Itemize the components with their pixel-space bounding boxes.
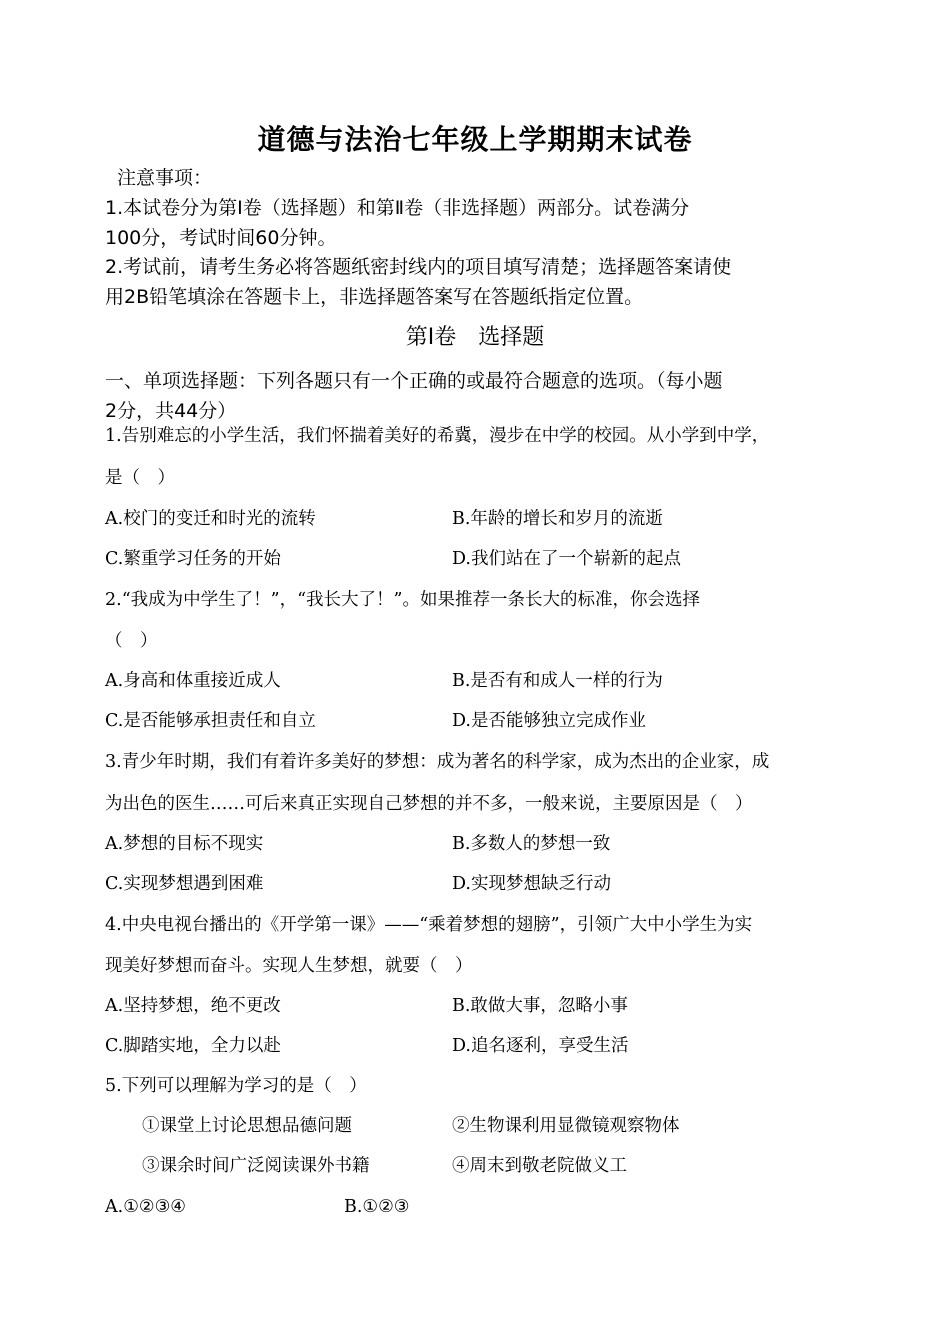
question-4-option-d: D.追名逐利，享受生活 xyxy=(452,1036,629,1056)
question-5-option-a: A.①②③④ xyxy=(105,1197,186,1217)
question-4-option-a: A.坚持梦想，绝不更改 xyxy=(105,996,281,1016)
notice-item-2-line-1: 2.考试前，请考生务必将答题纸密封线内的项目填写清楚；选择题答案请使 xyxy=(105,256,732,278)
part-instructions-line-2: 2分，共44分） xyxy=(105,400,237,422)
notice-item-1-line-1: 1.本试卷分为第Ⅰ卷（选择题）和第Ⅱ卷（非选择题）两部分。试卷满分 xyxy=(105,197,690,219)
question-3-option-a: A.梦想的目标不现实 xyxy=(105,834,264,854)
part-instructions-line-1: 一、单项选择题：下列各题只有一个正确的或最符合题意的选项。（每小题 xyxy=(105,370,723,392)
question-2-option-b: B.是否有和成人一样的行为 xyxy=(452,671,663,691)
question-1-option-d: D.我们站在了一个崭新的起点 xyxy=(452,549,681,569)
question-5-stem-line-1: 5.下列可以理解为学习的是（ ） xyxy=(105,1076,367,1096)
question-1-option-c: C.繁重学习任务的开始 xyxy=(105,549,281,569)
question-5-item-4: ④周末到敬老院做义工 xyxy=(452,1156,627,1176)
question-2-option-d: D.是否能够独立完成作业 xyxy=(452,711,646,731)
exam-title: 道德与法治七年级上学期期末试卷 xyxy=(257,123,693,156)
notice-item-2-line-2: 用2B铅笔填涂在答题卡上，非选择题答案写在答题纸指定位置。 xyxy=(105,286,644,308)
question-5-item-3: ③课余时间广泛阅读课外书籍 xyxy=(142,1156,370,1176)
question-3-stem-line-2: 为出色的医生……可后来真正实现自己梦想的并不多，一般来说，主要原因是（ ） xyxy=(105,794,753,814)
question-4-option-b: B.敢做大事，忽略小事 xyxy=(452,996,628,1016)
question-2-option-c: C.是否能够承担责任和自立 xyxy=(105,711,316,731)
notice-item-1-line-2: 100分，考试时间60分钟。 xyxy=(105,227,337,249)
question-1-stem-line-1: 1.告别难忘的小学生活，我们怀揣着美好的希冀，漫步在中学的校园。从小学到中学， xyxy=(105,426,770,446)
question-3-option-d: D.实现梦想缺乏行动 xyxy=(452,874,611,894)
question-5-option-b: B.①②③ xyxy=(344,1197,410,1217)
question-4-stem-line-1: 4.中央电视台播出的《开学第一课》——“乘着梦想的翅膀”，引领广大中小学生为实 xyxy=(105,915,753,935)
question-4-option-c: C.脚踏实地，全力以赴 xyxy=(105,1036,281,1056)
question-2-option-a: A.身高和体重接近成人 xyxy=(105,671,281,691)
question-3-option-b: B.多数人的梦想一致 xyxy=(452,834,611,854)
question-1-stem-line-2: 是（ ） xyxy=(105,468,175,488)
notice-heading: 注意事项： xyxy=(117,167,213,189)
question-1-option-b: B.年龄的增长和岁月的流逝 xyxy=(452,509,663,529)
question-4-stem-line-2: 现美好梦想而奋斗。实现人生梦想，就要（ ） xyxy=(105,956,473,976)
question-3-stem-line-1: 3.青少年时期，我们有着许多美好的梦想：成为著名的科学家，成为杰出的企业家，成 xyxy=(105,752,770,772)
question-5-item-2: ②生物课利用显微镜观察物体 xyxy=(452,1116,680,1136)
question-2-stem-line-2: （ ） xyxy=(105,631,158,651)
question-5-item-1: ①课堂上讨论思想品德问题 xyxy=(142,1116,352,1136)
question-2-stem-line-1: 2.“我成为中学生了！”，“我长大了！”。如果推荐一条长大的标准，你会选择 xyxy=(105,590,700,610)
question-3-option-c: C.实现梦想遇到困难 xyxy=(105,874,264,894)
question-1-option-a: A.校门的变迁和时光的流转 xyxy=(105,509,316,529)
section-title: 第Ⅰ卷 选择题 xyxy=(405,325,545,350)
